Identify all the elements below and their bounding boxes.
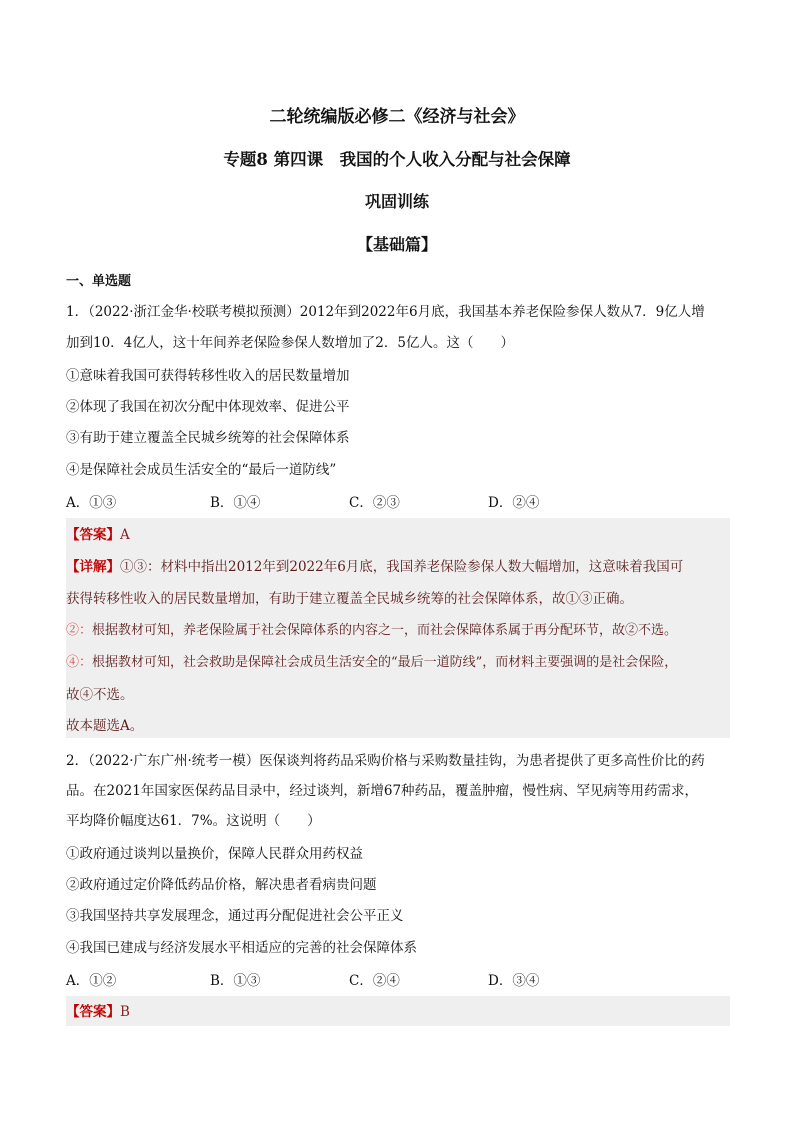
q2-item-3: ③我国坚持共享发展理念，通过再分配促进社会公平正义 [66, 908, 404, 924]
doc-subtitle: 专题8 第四课 我国的个人收入分配与社会保障 [223, 150, 571, 169]
q2-answer-tag: 【答案】 [66, 1004, 120, 1020]
q2-answer-value: B [120, 1004, 130, 1020]
q2-option-b: B．①③ [210, 973, 261, 989]
q2-option-c: C．②④ [349, 973, 400, 989]
q2-option-a: A．①② [66, 973, 117, 989]
q2-item-2: ②政府通过定价降低药品价格，解决患者看病贵问题 [66, 877, 377, 893]
q1-answer-value: A [120, 527, 130, 543]
q1-option-d: D．②④ [488, 495, 540, 511]
q1-detail-line-4 [66, 654, 730, 672]
q1-detail-line-2: 获得转移性收入的居民数量增加，有助于建立覆盖全民城乡统筹的社会保障体系，故①③正确。 [66, 591, 633, 607]
q1-answer-line [66, 526, 730, 544]
q2-item-4: ④我国已建成与经济发展水平相适应的完善的社会保障体系 [66, 940, 417, 956]
doc-subtitle-2: 巩固训练 [364, 192, 429, 211]
q1-option-a: A．①③ [66, 495, 117, 511]
section-tag: 【基础篇】 [356, 235, 437, 254]
q2-item-1: ①政府通过谈判以量换价，保障人民群众用药权益 [66, 846, 363, 862]
q1-option-b: B．①④ [210, 495, 261, 511]
q1-detail-text-3: 根据教材可知，养老保险属于社会保障体系的内容之一，而社会保障体系属于再分配环节，故②不选。 [92, 623, 678, 638]
q2-stem-line-3: 平均降价幅度达61．7%。这说明（ ） [66, 813, 321, 829]
q1-detail-text-1: ①③：材料中指出2012年到2022年6月底，我国养老保险参保人数大幅增加，这意味着我国可 [120, 559, 684, 575]
doc-title: 二轮统编版必修二《经济与社会》 [269, 107, 525, 127]
q1-detail-tag: 【详解】 [66, 559, 120, 575]
q1-detail-mark-2: ②： [66, 623, 93, 638]
q1-stem-line-2: 加到10．4亿人，这十年间养老保险参保人数增加了2．5亿人。这（ ） [66, 335, 514, 351]
q1-answer-tag: 【答案】 [66, 527, 120, 543]
q1-detail-line-3 [66, 622, 730, 640]
q1-conclusion: 故本题选A。 [66, 718, 144, 734]
section-heading: 一、单选题 [66, 274, 132, 289]
q2-answer-line [66, 1003, 730, 1021]
q1-option-c: C．②③ [349, 495, 400, 511]
q1-stem-line-1: 1．（2022·浙江金华·校联考模拟预测）2012年到2022年6月底，我国基本养老保险参保人数从7．9亿人增 [66, 304, 705, 320]
q2-stem-line-1: 2．（2022·广东广州·统考一模）医保谈判将药品采购价格与采购数量挂钩，为患者提供了更多高性价比的药 [66, 753, 705, 769]
q1-detail-mark-4: ④： [66, 655, 93, 670]
q1-detail-text-4: 根据教材可知，社会救助是保障社会成员生活安全的“最后一道防线”，而材料主要强调的是社会保险， [92, 655, 678, 670]
q1-item-2: ②体现了我国在初次分配中体现效率、促进公平 [66, 399, 350, 415]
q2-option-d: D．③④ [488, 973, 540, 989]
q1-item-1: ①意味着我国可获得转移性收入的居民数量增加 [66, 368, 350, 384]
q1-detail-line-5: 故④不选。 [66, 687, 134, 703]
q1-item-4: ④是保障社会成员生活安全的“最后一道防线” [66, 462, 337, 478]
q2-stem-line-2: 品。在2021年国家医保药品目录中，经过谈判，新增67种药品，覆盖肿瘤，慢性病、罕见病等用药需求， [66, 783, 699, 799]
q1-item-3: ③有助于建立覆盖全民城乡统筹的社会保障体系 [66, 430, 350, 446]
q1-detail-line-1 [66, 558, 730, 576]
